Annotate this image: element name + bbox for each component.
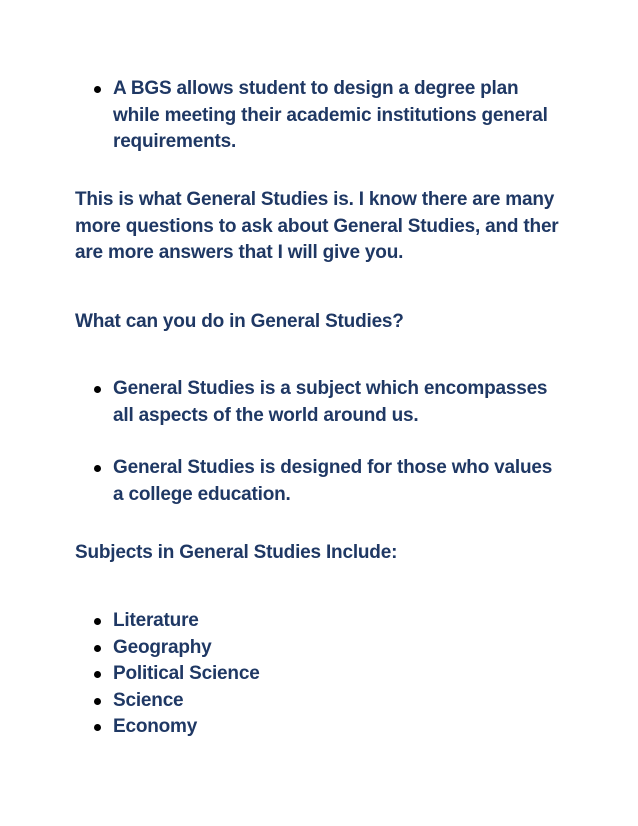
list-item [0, 714, 563, 741]
list-item-text: Political Science [113, 663, 260, 684]
list-item [0, 376, 563, 429]
list-item [0, 76, 563, 156]
list-item-text: Literature [113, 610, 199, 631]
summary-paragraph: This is what General Studies is. I know there are many more questions to ask about General Studies, and ther are more answers that I will give you. [75, 189, 559, 263]
bullet-icon [94, 698, 101, 705]
list-item [0, 635, 563, 662]
section-heading-subjects: Subjects in General Studies Include: [75, 542, 398, 563]
list-item-text: General Studies is designed for those who values a college education. [113, 457, 553, 505]
list-item-text: A BGS allows student to design a degree plan while meeting their academic institutions general requirements. [113, 78, 548, 152]
bullet-icon [94, 465, 101, 472]
list-item-text: Economy [113, 716, 198, 737]
section-heading-what-can-you-do: What can you do in General Studies? [75, 311, 404, 332]
bullet-icon [94, 671, 101, 678]
bullet-icon [94, 386, 101, 393]
what-can-you-do-bullet-list [0, 376, 563, 508]
list-item [0, 661, 563, 688]
list-item [0, 455, 563, 508]
list-item-text: Geography [113, 636, 212, 658]
bullet-icon [94, 86, 101, 93]
list-item [0, 688, 563, 715]
subjects-bullet-list [0, 608, 563, 741]
list-item-text: Science [113, 689, 184, 711]
intro-bullet-list [0, 76, 563, 156]
bullet-icon [94, 618, 101, 625]
bullet-icon [94, 724, 101, 731]
list-item-text: General Studies is a subject which encompasses all aspects of the world around us. [113, 378, 548, 426]
list-item [0, 608, 563, 635]
bullet-icon [94, 645, 101, 652]
